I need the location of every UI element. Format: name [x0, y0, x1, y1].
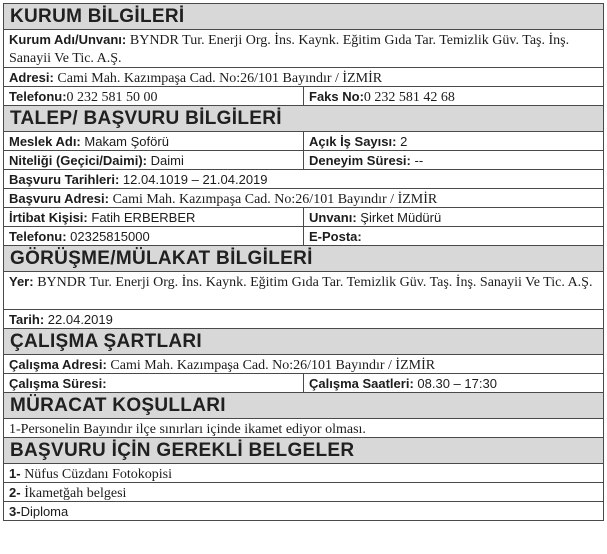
talep-deneyim-cell — [304, 151, 604, 169]
kurum-telefon-value: 0 232 581 50 00 — [66, 90, 158, 105]
talep-meslek-label: Meslek Adı: — [9, 134, 81, 149]
calisma-saat-cell — [304, 374, 604, 392]
muracat-row — [4, 419, 604, 438]
talep-telefon-cell — [4, 227, 304, 245]
talep-nitelik-value: Daimi — [150, 153, 184, 168]
job-posting-form — [3, 3, 604, 521]
belge-text: İkametğah belgesi — [24, 486, 127, 501]
muracat-text: 1-Personelin Bayındır ilçe sınırları içinde ikamet ediyor olması. — [9, 422, 366, 437]
kurum-faks-value: 0 232 581 42 68 — [363, 90, 455, 105]
gorusme-tarih-cell — [4, 310, 604, 328]
section-header-muracat: MÜRACAT KOŞULLARI — [4, 393, 604, 419]
talep-tarih-row — [4, 170, 604, 189]
talep-unvan-value: Şirket Müdürü — [360, 210, 442, 225]
belge-row — [4, 483, 604, 502]
section-header-calisma: ÇALIŞMA ŞARTLARI — [4, 329, 604, 355]
kurum-ad-row — [4, 30, 604, 68]
talep-unvan-cell — [304, 208, 604, 226]
belge-row — [4, 464, 604, 483]
belge-cell — [4, 502, 604, 520]
talep-adres-cell — [4, 189, 604, 207]
talep-eposta-label: E-Posta: — [309, 229, 362, 244]
kurum-adres-cell — [4, 68, 604, 86]
gorusme-tarih-value: 22.04.2019 — [47, 312, 113, 327]
kurum-ad-value: BYNDR Tur. Enerji Org. İns. Kaynk. Eğitim Gıda Tar. Temizlik Güv. Taş. İnş. Sanayii Ve Tic. A.Ş. — [9, 33, 570, 66]
talep-nitelik-row — [4, 151, 604, 170]
calisma-adres-row — [4, 355, 604, 374]
calisma-sure-cell — [4, 374, 304, 392]
calisma-adres-cell — [4, 355, 604, 373]
kurum-telefon-label: Telefonu: — [9, 89, 67, 104]
calisma-adres-value: Cami Mah. Kazımpaşa Cad. No:26/101 Bayındır / İZMİR — [110, 358, 436, 373]
talep-nitelik-cell — [4, 151, 304, 169]
talep-meslek-value: Makam Şoförü — [84, 134, 169, 149]
talep-acik-label: Açık İş Sayısı: — [309, 134, 397, 149]
section-header-kurum: KURUM BİLGİLERİ — [4, 4, 604, 30]
belge-number: 1- — [9, 466, 21, 481]
talep-acik-value: 2 — [400, 134, 408, 149]
muracat-cell — [4, 419, 604, 437]
kurum-ad-label: Kurum Adı/Unvanı: — [9, 32, 127, 47]
talep-unvan-label: Unvanı: — [309, 210, 357, 225]
gorusme-yer-cell — [4, 272, 604, 309]
belge-cell — [4, 483, 604, 501]
gorusme-yer-label: Yer: — [9, 274, 34, 289]
gorusme-yer-row — [4, 272, 604, 310]
talep-irtibat-row — [4, 208, 604, 227]
talep-tarih-value: 12.04.1019 – 21.04.2019 — [122, 172, 268, 187]
gorusme-tarih-row — [4, 310, 604, 329]
calisma-saat-value: 08.30 – 17:30 — [417, 376, 497, 391]
talep-telefon-label: Telefonu: — [9, 229, 67, 244]
gorusme-yer-value: BYNDR Tur. Enerji Org. İns. Kaynk. Eğitim Gıda Tar. Temizlik Güv. Taş. İnş. Sanayii Ve Tic. A.Ş. — [37, 275, 593, 290]
talep-nitelik-label: Niteliği (Geçici/Daimi): — [9, 153, 147, 168]
belge-cell — [4, 464, 604, 482]
calisma-adres-label: Çalışma Adresi: — [9, 357, 107, 372]
calisma-sure-label: Çalışma Süresi: — [9, 376, 107, 391]
kurum-adres-row — [4, 68, 604, 87]
talep-adres-value: Cami Mah. Kazımpaşa Cad. No:26/101 Bayındır / İZMİR — [112, 192, 438, 207]
kurum-faks-cell — [304, 87, 604, 105]
talep-deneyim-label: Deneyim Süresi: — [309, 153, 411, 168]
belge-text: Diploma — [20, 504, 69, 519]
talep-adres-row — [4, 189, 604, 208]
belge-number: 3- — [9, 504, 21, 519]
talep-irtibat-label: İrtibat Kişisi: — [9, 210, 88, 225]
belge-row — [4, 502, 604, 521]
belge-number: 2- — [9, 485, 21, 500]
kurum-ad-cell — [4, 30, 604, 67]
kurum-adres-value: Cami Mah. Kazımpaşa Cad. No:26/101 Bayındır / İZMİR — [57, 71, 383, 86]
kurum-telefon-row — [4, 87, 604, 106]
talep-meslek-cell — [4, 132, 304, 150]
talep-irtibat-cell — [4, 208, 304, 226]
talep-adres-label: Başvuru Adresi: — [9, 191, 109, 206]
talep-tarih-label: Başvuru Tarihleri: — [9, 172, 120, 187]
talep-telefon-row — [4, 227, 604, 246]
kurum-telefon-cell — [4, 87, 304, 105]
section-header-talep: TALEP/ BAŞVURU BİLGİLERİ — [4, 106, 604, 132]
talep-acik-cell — [304, 132, 604, 150]
kurum-adres-label: Adresi: — [9, 70, 54, 85]
talep-meslek-row — [4, 132, 604, 151]
talep-telefon-value: 02325815000 — [70, 229, 150, 244]
gorusme-tarih-label: Tarih: — [9, 312, 45, 327]
talep-deneyim-value: -- — [414, 153, 424, 168]
talep-irtibat-value: Fatih ERBERBER — [91, 210, 196, 225]
section-header-gorusme: GÖRÜŞME/MÜLAKAT BİLGİLERİ — [4, 246, 604, 272]
section-header-belgeler: BAŞVURU İÇİN GEREKLİ BELGELER — [4, 438, 604, 464]
calisma-saat-label: Çalışma Saatleri: — [309, 376, 414, 391]
talep-tarih-cell — [4, 170, 604, 188]
talep-eposta-cell — [304, 227, 604, 245]
calisma-sure-row — [4, 374, 604, 393]
kurum-faks-label: Faks No: — [309, 89, 364, 104]
belge-text: Nüfus Cüzdanı Fotokopisi — [24, 467, 172, 482]
